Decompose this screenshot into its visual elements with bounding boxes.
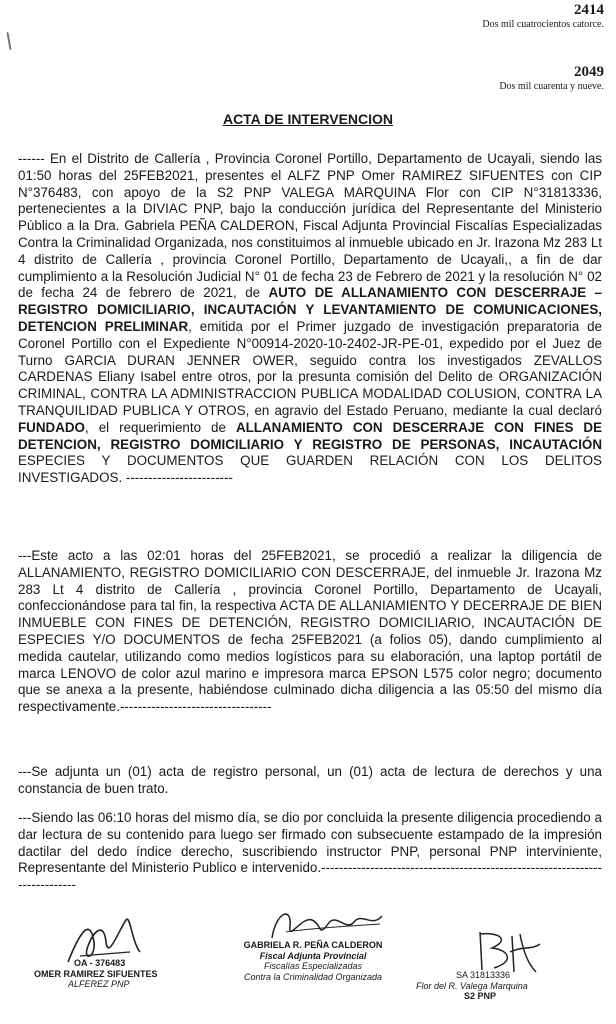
- paragraph-bold-text: AUTO DE ALLANAMIENTO CON DESCERRAJE – REGISTRO DOMICILIARIO, INCAUTACIÓN Y LEVANTAMIENTO DE COMUNICACIONES, DETENCION PRELIMINAR: [18, 285, 602, 334]
- paragraph-intro: [18, 151, 602, 487]
- folio-words: Dos mil cuarenta y nueve.: [499, 81, 604, 92]
- document-title: ACTA DE INTERVENCION: [222, 111, 394, 127]
- signature-name: OMER RAMIREZ SIFUENTES: [34, 968, 158, 979]
- signature-cip: SA 31813336: [456, 970, 511, 980]
- paragraph-closing: ---Siendo las 06:10 horas del mismo día, se dio por concluida la presente diligencia procediendo a dar lectura de su contenido para luego ser firmado con subsecuente estampado de la impresión dactilar del dedo índice derecho, suscribiendo instructor PNP, personal PNP interviniente, Representante del Ministerio Publico e intervenido.----------------------------------------------------------------------------: [18, 810, 602, 893]
- signature-name: Flor del R. Valega Marquina: [416, 980, 528, 991]
- paragraph-text: , el requerimiento de: [84, 419, 236, 435]
- signature-name: GABRIELA R. PEÑA CALDERON: [243, 940, 383, 950]
- signature-cip: OA - 376483: [74, 958, 126, 968]
- margin-mark: [6, 32, 11, 50]
- signature-title: Fiscal Adjunta Provincial: [259, 950, 367, 961]
- paragraph-text: ------ En el Distrito de Callería , Provincia Coronel Portillo, Departamento de Ucayali, siendo las 01:50 horas del 25FEB2021, presentes el ALFZ PNP Omer RAMIREZ SIFUENTES con CIP N°376483, con apoyo de la S2 PNP VALEGA MARQUINA Flor con CIP N°31813336, pertenecientes a la DIVIAC PNP, bajo la conducción jurídica del Representante del Ministerio Público a la Dra. Gabriela PEÑA CALDERON, Fiscal Adjunta Provincial Fiscalías Especializadas Contra la Criminalidad Organizada, nos constituimos al inmueble ubicado en Jr. Irazona Mz 283 Lt 4 distrito de Callería , provincia Coronel Portillo, Departamento de Ucayali,, a fin de dar cumplimiento a la Resolución Judicial N° 01 de fecha 23 de Febrero de 2021 y la resolución N° 02 de fecha 24 de febrero de 2021, de: [18, 151, 602, 301]
- signature-block-instructor: [34, 958, 158, 990]
- signature-block-officer: [416, 970, 528, 1002]
- paragraph-bold-text: ALLANAMIENTO CON DESCERRAJE CON FINES DE DETENCION, REGISTRO DOMICILIARIO Y REGISTRO DE PERSONAS, INCAUTACIÓN: [18, 419, 602, 452]
- signature-scribble-right: [470, 926, 550, 976]
- paragraph-text: , emitida por el Primer juzgado de investigación preparatoria de Coronel Portillo con el Expediente N°00914-2020-10-2402-JR-PE-01, expedido por el Juez de Turno GARCIA DURAN JENNER OWER, seguido contra los investigados ZEVALLOS CARDENAS Eliany Isabel entre otros, por la presunta comisión del Delito de ORGANIZACIÓN CRIMINAL, CONTRA LA ADMINISTRACCION PUBLICA MODALIDAD COLUSION, CONTRA LA TRANQUILIDAD PUBLICA Y OTROS, en agravio del Estado Peruano, mediante la cual declaró: [18, 318, 602, 418]
- folio-number: 2414: [574, 2, 604, 18]
- folio-words: Dos mil cuatrocientos catorce.: [482, 19, 604, 30]
- paragraph-attachments: ---Se adjunta un (01) acta de registro personal, un (01) acta de lectura de derechos y una constancia de buen trato.: [18, 764, 602, 796]
- folio-stamp-top: [482, 2, 604, 30]
- signature-block-prosecutor: [228, 940, 398, 982]
- folio-number: 2049: [574, 64, 604, 80]
- signature-rank: S2 PNP: [464, 991, 497, 1001]
- folio-stamp-second: [499, 64, 604, 92]
- signature-title: Contra la Criminalidad Organizada: [243, 971, 383, 982]
- paragraph-bold-text: FUNDADO: [18, 419, 85, 435]
- paragraph-text: ESPECIES Y DOCUMENTOS QUE GUARDEN RELACIÓN CON LOS DELITOS INVESTIGADOS. ------------------------: [18, 453, 602, 486]
- signature-title: Fiscalías Especializadas: [263, 961, 363, 971]
- signature-rank: ALFEREZ PNP: [68, 979, 130, 989]
- paragraph-act: ---Este acto a las 02:01 horas del 25FEB2021, se procedió a realizar la diligencia de ALLANAMIENTO, REGISTRO DOMICILIARIO CON DESCERRAJE, del inmueble Jr. Irazona Mz 283 Lt 4 distrito de Callería , provincia Coronel Portillo, Departamento de Ucayali, confeccionándose para tal fin, la respectiva ACTA DE ALLANIAMIENTO Y DECERRAJE DE BIEN INMUEBLE CON FINES DE DETENCIÓN, REGISTRO DOMICILIARIO, INCAUTACIÓN DE ESPECIES Y/O DOCUMENTOS de fecha 25FEB2021 (a folios 05), dando cumplimiento al medida cautelar, utilizando como medios logísticos para su elaboración, una laptop portátil de marca LENOVO de color azul marino e impresora marca EPSON L575 color negro; documento que se anexa a la presente, habiéndose culminado dicha diligencia a las 05:50 del mismo día respectivamente.----------------------------------: [18, 548, 602, 715]
